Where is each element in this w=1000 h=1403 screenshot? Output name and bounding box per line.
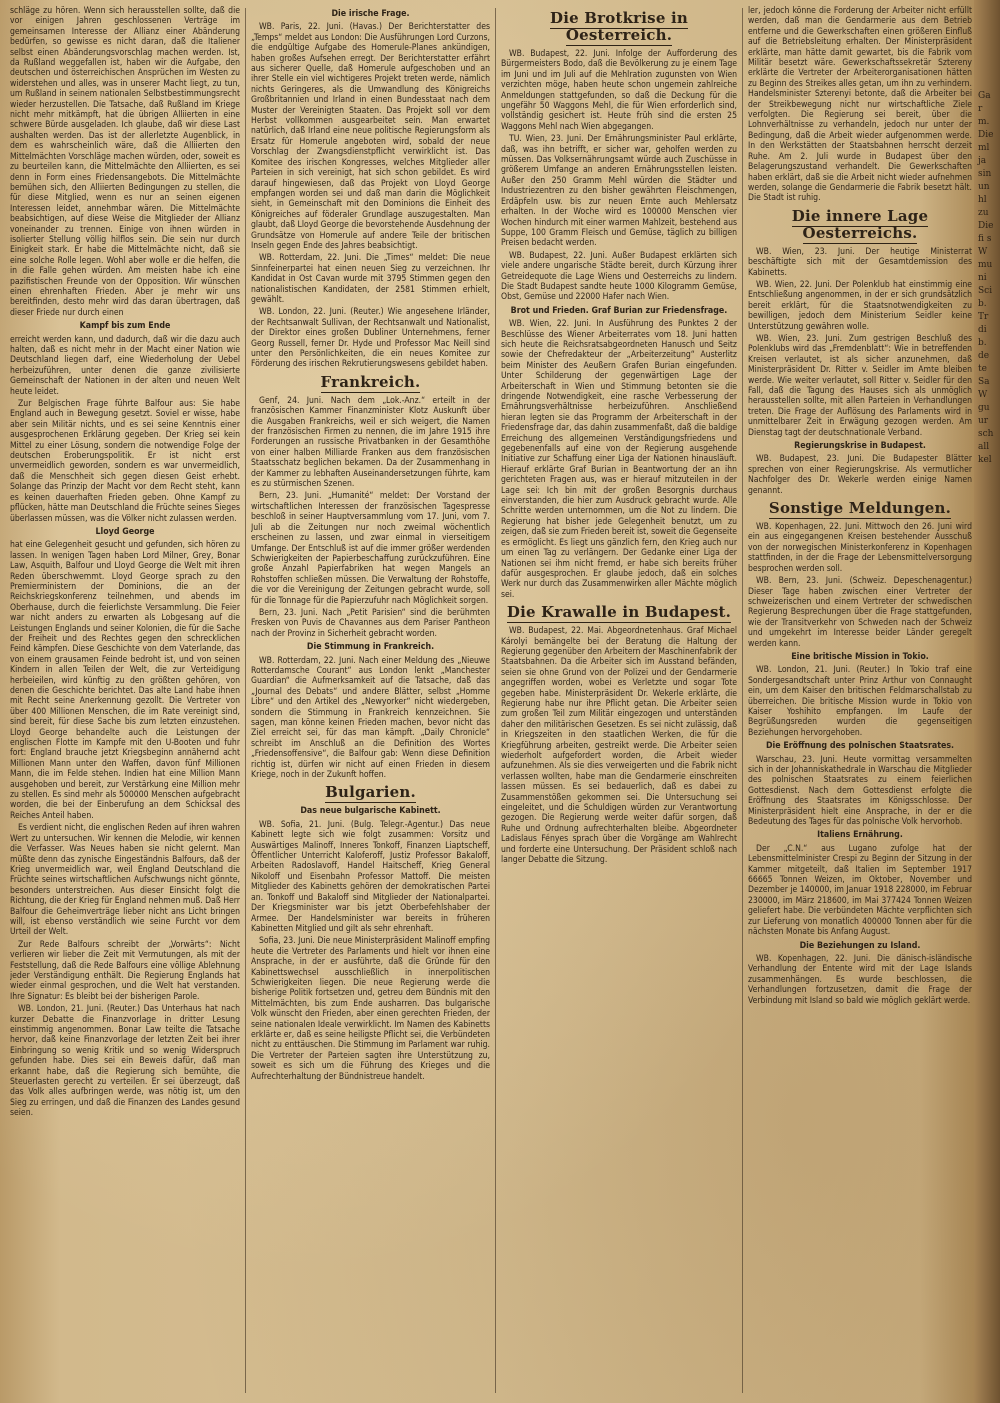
subheading: Regierungskrise in Budapest.	[794, 441, 926, 452]
column-3	[501, 6, 737, 1395]
section-heading	[251, 374, 490, 391]
article-paragraph: Der „C.N.“ aus Lugano zufolge hat der Lebensmittelminister Crespi zu Beginn der Sitzung in der Kammer mitgeteilt, daß Italien im September 1917 66665 Tonnen Weizen, im Oktober, November und Dezember je 140000, im Januar 1918 228000, im Februar 230000, im März 218600, im Mai 377424 Tonnen Weizen geliefert habe. Die verbündeten Mächte verpflichten sich zur Lieferung von monatlich 400000 Tonnen aber für die nächsten Monate bis Anfang August.	[748, 843, 972, 938]
article-paragraph: WB. London, 21. Juni. (Reuter.) Das Unterhaus hat nach kurzer Debatte die Finanzvorlage in dritter Lesung einstimmig angenommen. Bonar Law teilte die Tatsache hervor, daß keine Finanzvorlage der letzten Zeit bei ihrer Einbringung so wenig Kritik und so wenig Widerspruch gefunden habe. Dies sei ein Beweis dafür, daß man erkannt habe, daß die Regierung sich bemühte, die Steuerlasten gerecht zu verteilen. Er sei überzeugt, daß das Volk alles aufbringen werde, was nötig ist, um den Sieg zu erringen, und daß die Finanzen des Landes gesund seien.	[10, 1004, 240, 1119]
subheading: Kampf bis zum Ende	[79, 321, 171, 332]
article-paragraph: WB. Wien, 22. Juni. Der Polenklub hat einstimmig eine Entschließung angenommen, in der er sich grundsätzlich bereit erklärt, für die Staatsnotwendigkeiten zu bewilligen, jedoch dem Ministerium Seidler keine Unterstützung gewähren wolle.	[748, 279, 972, 332]
subheading: Die irische Frage.	[331, 9, 410, 19]
subheading: Die Stimmung in Frankreich.	[306, 642, 435, 653]
article-paragraph: WB. Wien, 23. Juni. Zum gestrigen Beschluß des Polenklubs wird das „Fremdenblatt“: Wie in betreffenden Kreisen verlautet, ist als sicher anzunehmen, daß Ministerpräsident Dr. Ritter v. Seidler im Amte bleiben werde. Wie weiter verlautet, soll Ritter v. Seidler für den Fall, daß die Tagung des Hauses sich als unmöglich herausstellen sollte, mit allen Parteien in Verhandlungen treten. Die Frage der Auflösung des Parlaments wird in unmittelbarer Zeit in Erwägung gezogen werden. Am Dienstag tagt der deutschnationale Verband.	[748, 333, 972, 438]
section-heading	[251, 784, 490, 801]
column-1	[10, 6, 240, 1395]
article-paragraph: WB. Bern, 23. Juni. (Schweiz. Depeschenagentur.) Dieser Tage haben zwischen einer Vertreter der schweizerischen und einem Vertreter der schwedischen Regierung Besprechungen über die Frage stattgefunden, wie der Transitverkehr von Schweden nach der Schweiz und umgekehrt im Interesse beider Länder geregelt werden kann.	[748, 576, 972, 649]
article-paragraph: Bern, 23. Juni. „Humanité“ meldet: Der Vorstand der wirtschaftlichen Interessen der französischen Tagespresse beschloß in seiner Hauptversammlung vom 17. Juni, vom 7. Juli ab die Zeitungen nur noch zweimal wöchentlich erscheinen zu lassen, und zwar einmal in vierseitigem Umfange. Der Entschluß ist auf die immer größer werdenden Schwierigkeiten der Papierbeschaffung zurückzuführen. Eine große Anzahl Papierfabriken hat wegen Mangels an Rohstoffen schließen müssen. Die Verwaltung der Rohstoffe, die vor die Vereinigung der Zeitungen gebracht wurde, soll für die Tonnage für die Papierzufuhr nach Möglichkeit sorgen.	[251, 491, 490, 606]
section-heading-text: Die innere Lage Oesterreichs.	[791, 206, 929, 242]
section-heading	[501, 10, 737, 44]
subheading: Lloyd George	[95, 526, 155, 537]
column-rule	[742, 8, 743, 1393]
section-heading	[501, 604, 737, 621]
subheading: Eine britische Mission in Tokio.	[791, 651, 929, 662]
subheading: Italiens Ernährung.	[817, 830, 903, 841]
article-paragraph: WB. Sofia, 21. Juni. (Bulg. Telegr.-Agentur.) Das neue Kabinett legte sich wie folgt zusammen: Vorsitz und Auswärtiges Malinoff, Inneres Tonkoff, Finanzen Liaptscheff, Öffentlicher Unterricht Kaloferoff, Justiz Professor Bakaloff, Arbeiten Radoslavoff, Handel Haitscheff, Krieg General Nikoloff und Eisenbahn Professor Mattoff. Die meisten Mitglieder des Kabinetts gehören der demokratischen Partei an. Tonkoff und Bakaloff sind Mitglieder der Nationalpartei. Der Kriegsminister war bis jetzt Oberbefehlshaber der Armee. Der Handelsminister war bereits in früheren Kabinetten Mitglied und gilt als sehr ehrenhaft.	[251, 819, 490, 934]
article-paragraph: WB. Rotterdam, 22. Juni. Die „Times“ meldet: Die neue Sinnfeinerpartei hat einen neuen Sieg zu verzeichnen. Ihr Kandidat in Ost Cavan wurde mit 3795 Stimmen gegen den nationalistischen Kandidaten, der 2581 Stimmen erhielt, gewählt.	[251, 253, 490, 305]
section-heading	[748, 208, 972, 242]
section-heading	[748, 500, 972, 517]
article-paragraph: erreicht werden kann, und dadurch, daß wir die dazu auch halten, daß es nicht mehr in der Macht einer Nation wie Deutschland liegen darf, eine Wiederholung der Uebel herbeizuführen, unter denen die ganze zivilisierte Gemeinschaft der Nationen in der alten und neuen Welt heute leidet.	[10, 334, 240, 397]
article-paragraph: WB. London, 21. Juni. (Reuter.) In Tokio traf eine Sondergesandtschaft unter Prinz Arthur von Connaught ein, um dem Kaiser den britischen Feldmarschallstab zu überreichen. Die britische Mission wurde in Tokio von Kaiser Yoshihito empfangen. Im Laufe der Begrüßungsreden wurden die gegenseitigen Beziehungen hervorgehoben.	[748, 665, 972, 738]
article-paragraph: WB. Budapest, 22. Mai. Abgeordnetenhaus. Graf Michael Károlyi bemängelte bei der Beratung die Haltung der Regierung gegenüber den Arbeitern der Maschinenfabrik der Staatsbahnen. Da die Arbeiter sich im Ausstand befänden, seien sie ohne Grund von der Polizei und der Gendarmerie angegriffen worden, wobei es Verletzte und sogar Tote gegeben habe. Ministerpräsident Dr. Wekerle erklärte, die Regierung habe nur ihre Pflicht getan. Die Arbeiter seien zum großen Teil zum Militär eingezogen und unterständen daher den militärischen Gesetzen. Es sei nicht zulässig, daß in Kriegszeiten in den staatlichen Werken, die für die Kriegführung arbeiten, gestreikt werde. Die Arbeiter seien wiederholt aufgefordert worden, die Arbeit wieder aufzunehmen. Als sie dies verweigerten und die Fabrik nicht verlassen wollten, habe man die Gendarmerie einschreiten lassen müssen. Es sei bedauerlich, daß es dabei zu Zusammenstößen gekommen sei. Die Untersuchung sei eingeleitet, und die Schuldigen würden zur Verantwortung gezogen. Die Regierung werde weiter dafür sorgen, daß Ruhe und Ordnung aufrechterhalten bleibe. Abgeordneter Ladislaus Fényes sprach über die Vorgänge am Wahlrecht und forderte eine Untersuchung. Der Präsident schloß nach langer Debatte die Sitzung.	[501, 626, 737, 866]
article-paragraph: WB. Kopenhagen, 22. Juni. Die dänisch-isländische Verhandlung der Entente wird mit der Lage Islands zusammenhängen. Es wurde beschlossen, die Verhandlungen fortzusetzen, damit die Frage der Verbindung mit Island so bald wie möglich geklärt werde.	[748, 953, 972, 1006]
article-paragraph: Genf, 24. Juni. Nach dem „Lok.-Anz.“ erteilt in der französischen Kammer Finanzminister Klotz Auskunft über die Ausgaben Frankreichs, weil er sich weigert, die Namen der französischen Firmen zu nennen, die im Jahre 1915 ihre Forderungen an russische Privatbanken in der Gesamthöhe von einer halben Milliarde Franken aus dem französischen Staatsschatz beglichen bekamen. Da der Zusammenhang in der Kammer zu lebhaften Auseinandersetzungen führte, kam es zu stürmischen Szenen.	[251, 395, 490, 490]
article-paragraph: Zur Rede Balfours schreibt der „Vorwärts“: Nicht verlieren wir lieber die Zeit mit Vermutungen, als mit der Feststellung, daß die Rede Balfours eine völlige Ablehnung jeder Verständigung enthält. Die Regierung Englands hat wieder einmal gesprochen, und die Welt hat verstanden. Ihre Signatur: Es bleibt bei der bisherigen Parole.	[10, 939, 240, 1002]
article-paragraph: Sofia, 23. Juni. Die neue Ministerpräsident Malinoff empfing heute die Vertreter des Parlaments und hielt vor ihnen eine Ansprache, in der er ausführte, daß die Gründe für den Kabinettswechsel ausschließlich in innerpolitischen Schwierigkeiten liegen. Die neue Regierung werde die bisherige Politik fortsetzen und, getreu dem Bündnis mit den Mittelmächten, bis zum Ende ausharren. Das bulgarische Volk wünscht den Frieden, aber einen gerechten Frieden, der seine nationalen Ideale verwirklicht. Im Namen des Kabinetts erklärte er, daß es seine heiligste Pflicht sei, die Verbündeten nicht zu enttäuschen. Die Stimmung im Parlament war ruhig. Die Vertreter der Parteien sagten ihre Unterstützung zu, soweit es sich um die Führung des Krieges und die Aufrechterhaltung der Bündnistreue handelt.	[251, 936, 490, 1082]
article-paragraph: TU. Wien, 23. Juni. Der Ernährungsminister Paul erklärte, daß, was ihn betrifft, er sicher war, geholfen werden zu müssen. Das Volksernährungsamt würde auch Zuschüsse in größerem Umfange an anderen Ernährungsstellen leisten. Außer den 250 Gramm Mehl würden die Städter und Industriezentren zu den bisher gewährten Fleischmengen, Erdäpfeln usw. bis zur neuen Ernte auch Mehlersatz erhalten. In der Woche wird es 100000 Menschen vier Wochen hindurch mit einer warmen Mahlzeit, bestehend aus Suppe, 100 Gramm Fleisch und Gemüse, täglich zu billigen Preisen bedacht werden.	[501, 134, 737, 249]
subheading: Die Eröffnung des polnischen Staatsrates.	[765, 741, 955, 752]
section-heading-text: Die Brotkrise in Oesterreich.	[550, 9, 688, 44]
article-paragraph: hat eine Gelegenheit gesucht und gefunden, sich hören zu lassen. In wenigen Tagen haben Lord Milner, Grey, Bonar Law, Asquith, Balfour und Lloyd George die Welt mit ihren Reden überschwemmt. Lloyd George sprach zu den Premierministern der Dominions, die an der Reichskriegskonferenz teilnehmen, und abends im Oberhause, durch die feierlichste Versammlung. Die Feier war nicht anders zu erwarten als Lobgesang auf die Leistungen Englands und seiner Kolonien, die für die Sache der Freiheit und des Rechtes gegen den schrecklichen Feind kämpfen. Diese Geschichte von dem Vaterlande, das von einem grausamen Feinde bedroht ist, und von seinen Kindern in allen Teilen der Welt, die zur Verteidigung herbeieilen, wird künftig zu den größten gehören, von denen die Geschichte berichtet. Das alte Land habe ihnen mit Recht seine Anerkennung gezollt. Die Vertreter von über 400 Millionen Menschen, die im Rate vereinigt sind, sind bereit, für diese Sache bis zum letzten einzustehen. Lloyd George behandelte auch die Leistungen der englischen Flotte im Kampfe mit den U-Booten und fuhr fort: England brauche jetzt Kriegsbeginn annähernd acht Millionen Mann unter den Waffen, davon fünf Millionen Mann, die im Felde stehen. Indien hat eine Million Mann ausgehoben und bereit, zur Verstärkung eine Million mehr zu stellen. Es sind mehr als 500000 Menschen aufgebracht worden, die bei der Einberufung an dem Schicksal des Reiches Anteil haben.	[10, 540, 240, 821]
edge-text-fragments: Gar m. Die ml ja sin un hl zu Die fi s W mu ni Sci b. Tr di b. de te Sa W gu ur sch all kel	[978, 91, 994, 465]
article-paragraph: WB. Budapest, 22. Juni. Außer Budapest erklärten sich viele andere ungarische Städte bereit, durch Kürzung ihrer Getreidequote die Lage Wiens und Oesterreichs zu lindern. Die Stadt Budapest sandte heute 1000 Kilogramm Gemüse, Obst, Gemüse und 22000 Hafer nach Wien.	[501, 250, 737, 303]
column-4	[748, 6, 972, 1395]
subheading: Die Beziehungen zu Island.	[799, 940, 921, 951]
article-paragraph: WB. Rotterdam, 22. Juni. Nach einer Meldung des „Nieuwe Rotterdamsche Courant“ aus London lenkt „Manchester Guardian“ die Aufmerksamkeit auf die Tatsache, daß das „Journal des Debats“ und andere Blätter, selbst „Homme Libre“ und den Artikel des „Newyorker“ nicht wiedergeben, sondern die Stimmung in Frankreich kennzeichnen. Sie sagen, man könne keinen Frieden machen, bevor nicht das Ziel erreicht sei, für das man kämpft. „Daily Chronicle“ schreibt im Anschluß an die Definition des Wortes „Friedensoffensive“, die Balfour gab: Wenn diese Definition richtig ist, dürfen wir nicht auf einen Frieden in diesem Kriege, noch in der Zukunft hoffen.	[251, 655, 490, 781]
article-paragraph: WB. Budapest, 22. Juni. Infolge der Aufforderung des Bürgermeisters Bodo, daß die Bevölkerung zu je einem Tage im Juni und im Juli auf die Mehlration zugunsten von Wien verzichten möge, haben heute schon ungemein zahlreiche Anmeldungen stattgefunden, so daß die Deckung für die ungefähr 50 Waggons Mehl, die für Wien erforderlich sind, vollständig gesichert ist. Heute früh sind die ersten 25 Waggons Mehl nach Wien abgegangen.	[501, 49, 737, 132]
article-paragraph: Zur Belgischen Frage führte Balfour aus: Sie habe England auch in Bewegung gesetzt. Soviel er wisse, habe aber sein Militär nichts, und es sei seine Kenntnis einer ausgesprochenen Erklärung gegeben. Der Krieg sei kein Mittel zu einer Lösung, sondern die notwendige Folge der deutschen Eroberungspolitik. Er ist nicht erst unvermeidlich geworden, sondern es war unvermeidlich, daß die Menschheit sich gegen diesen Geist erhebt. Solange das Prinzip der Macht vor dem Recht steht, kann es keinen dauerhaften Frieden geben. Ohne Kampf zu pflücken, hätte man Deutschland die Früchte seines Sieges überlassen müssen, was die Völker nicht zulassen werden.	[10, 399, 240, 524]
subheading: Das neue bulgarische Kabinett.	[300, 806, 441, 817]
article-paragraph: WB. London, 22. Juni. (Reuter.) Wie angesehene Irländer, der Rechtsanwalt Sullivan, der Rechtsanwalt und Nationalist, der Direktor eines großen Dubliner Unternehmens, ferner Georg Russell, ferner Dr. Hyde und Professor Mac Neill sind unter den Persönlichkeiten, die ein neues Komitee zur Förderung des irischen Rekrutierungswesens gebildet haben.	[251, 307, 490, 370]
article-paragraph: schläge zu hören. Wenn sich herausstellen sollte, daß die vor einigen Jahren geschlossenen Verträge im gemeinsamen Interesse der Allianz einer Abänderung bedürfen, so gewisse es nicht daran, daß die Italiener selbst einen Abänderungsvorschlag machen werden. Ist, da Rußland weggefallen ist, haben wir die Aufgabe, den deutschen und österreichischen Ansprüchen im Westen zu widerstehen und alles, was in unserer Macht liegt, zu tun, um Rußland in seinem nationalen Selbstbestimmungsrecht wieder herzustellen. Die Tatsache, daß Rußland im Kriege nicht mehr mitkämpft, hat die übrigen Alliierten in eine schwere Bürde ausgeladen. Ich glaube, daß wir diese Last aushalten werden. Das ist der allerletzte Augenblick, in dem es wahrscheinlich wäre, daß die Alliierten den Mittelmächten Vorschläge machen würden, oder, soweit es zu beurteilen kann, die Mittelmächte den Alliierten, es sei denn in Form eines Friedensangebots. Die Mittelmächte bemühen sich, den Alliierten Bedingungen zu stellen, die für diese Mitglied, wenn es nur an seinen eigenen Interessen leidet, annehmbar wären. Die Mittelmächte beabsichtigen, auf diese Weise die Mitglieder der Allianz voneinander zu trennen. Einige von ihnen würden in isolierter Stellung völlig hilflos sein. Die sein nur durch Einigkeit stark. Er habe die Mittelmächte nicht, daß sie eine solche Rolle legen. Wohl aber wolle er die helfen, die in die Falle gehen würden. Am meisten habe ich eine pazifistischen Freunde von der Opposition. Wir wünschen einen ehrenhaften Frieden. Aber je mehr wir uns bereitfinden, desto mehr wird das daran übertragen, daß dieser Friede nur durch einen	[10, 6, 240, 318]
section-heading-text: Frankreich.	[320, 372, 421, 391]
article-paragraph: Es verdient nicht, die englischen Reden auf ihren wahren Wert zu untersuchen. Wir kennen die Melodie, wir kennen die Verfasser. Was Neues haben sie nicht gelernt. Man müßte denn das zynische Eingeständnis Balfours, daß der Krieg unvermeidlich war, weil England Deutschland die Früchte seines wirtschaftlichen Aufschwungs nicht gönnte, besonders unterstreichen. Aus dieser Einsicht folgt die Richtung, die der Krieg für England nehmen muß. Daß Herr Balfour die Geheimverträge lieber nicht ans Licht bringen will, ist ebenso verständlich wie seine Furcht vor dem Urteil der Welt.	[10, 823, 240, 938]
column-2	[251, 6, 490, 1395]
article-paragraph: Warschau, 23. Juni. Heute vormittag versammelten sich in der Johanniskathedrale in Warschau die Mitglieder des polnischen Staatsrates zu einem feierlichen Gottesdienst. Nach dem Gottesdienst erfolgte die Eröffnung des Staatsrates im Königsschlosse. Der Ministerpräsident hielt eine Ansprache, in der er die Bedeutung des Tages für das polnische Volk hervorhob.	[748, 754, 972, 828]
article-paragraph: WB. Paris, 22. Juni. (Havas.) Der Berichterstatter des „Temps“ meldet aus London: Die Ausführungen Lord Curzons, die endgültige Aufgabe des Homerule-Planes ankündigen, haben großes Aufsehen erregt. Der Berichterstatter erfährt aus sicherer Quelle, daß Homerule aufgeschoben und an ihrer Stelle ein viel wichtigeres Projekt treten werde, nämlich nichts Geringeres, als die Umwandlung des Königreichs Großbritannien und Irland in einen Bundesstaat nach dem Muster der Vereinigten Staaten. Das Projekt soll vor dem Herbst vollkommen ausgearbeitet sein. Man erwartet natürlich, daß Irland eine neue politische Regierungsform als Ersatz für Homerule angeboten wird, sobald der neue Vorschlag der Zwangsdienstpflicht verwirklicht ist. Das Komitee des irischen Kongresses, welches Mitglieder aller Parteien in sich vereinigt, hat sich schon gebildet. Es wird darauf hingewiesen, daß das Projekt von Lloyd George empfangen worden sei und daß man darin die Möglichkeit sieht, in Gemeinschaft mit den Dominions die Einheit des Königreiches auf föderaler Grundlage auszugestalten. Man glaubt, daß Lloyd George die bevorstehende Ausdehnung der Grundsätze von Homerule auf andere Teile der britischen Inseln gegen Ende des Jahres beabsichtigt.	[251, 22, 490, 251]
subheading: Brot und Frieden. Graf Burian zur Friedensfrage.	[510, 305, 728, 316]
page-edge	[974, 0, 1000, 1403]
section-heading-text: Bulgarien.	[325, 783, 416, 802]
column-rule	[495, 8, 496, 1393]
article-paragraph: WB. Wien, 22. Juni. In Ausführung des Punktes 2 der Beschlüsse des Wiener Arbeiterrates vom 18. Juni hatten sich heute die Reichsratsabgeordneten Hanusch und Seitz sowie der Chefredakteur der „Arbeiterzeitung“ Austerlitz beim Minister des Aeußern Grafen Burian eingefunden. Unter Schilderung der gegenwärtigen Lage der Arbeiterschaft in Wien und Stimmung betonten sie die dringende Notwendigkeit, eine rasche Verbesserung der Ernährungsverhältnisse herbeizuführen. Anschließend hieran legten sie das Programm der Arbeiterschaft in der Friedensfrage dar, das dahin zusammenfaßt, daß die baldige Erreichung des allgemeinen Verständigungsfriedens und gegebenenfalls auf eine von der Regierung ausgehende Initiative zur Schaffung einer Liga der Nationen hinausläuft. Hierauf erklärte Graf Burian in Beantwortung der an ihn gerichteten Fragen aus, was er hierauf mitzuteilen in der Lage sei: Ich bin mit der großen Besorgnis durchaus einverstanden, die hier zum Ausdruck gebracht wurde. Alle Schritte werden unternommen, um die Not zu lindern. Die Regierung hat bisher jede Gelegenheit benutzt, um zu zeigen, daß sie zum Frieden bereit ist, soweit die Gegenseite es ermöglicht. Es liegt uns gänzlich fern, den Krieg auch nur um einen Tag zu verlängern. Der Gedanke einer Liga der Nationen sei ihm nicht fremd, er habe sich bereits früher dafür ausgesprochen. Er glaube jedoch, daß ein solches Werk nur durch das Zusammenwirken aller Mächte möglich sei.	[501, 319, 737, 600]
article-paragraph: WB. Budapest, 23. Juni. Die Budapester Blätter sprechen von einer Regierungskrise. Als vermutlicher Nachfolger des Dr. Wekerle werden einige Namen genannt.	[748, 454, 972, 496]
article-paragraph: WB. Wien, 23. Juni. Der heutige Ministerrat beschäftigte sich mit der Gesamtdemission des Kabinetts.	[748, 246, 972, 278]
section-heading-text: Die Krawalle in Budapest.	[506, 603, 732, 622]
section-heading-text: Sonstige Meldungen.	[768, 499, 952, 518]
article-paragraph: Bern, 23. Juni. Nach „Petit Parisien“ sind die berühmten Fresken von Puvis de Chavannes aus dem Pariser Pantheon nach der Provinz in Sicherheit gebracht worden.	[251, 607, 490, 639]
column-rule	[245, 8, 246, 1393]
article-paragraph: ler, jedoch könne die Forderung der Arbeiter nicht erfüllt werden, daß man die Gendarmerie aus dem Betrieb entferne und die Gewerkschaften einen größeren Einfluß auf die Betriebsleitung erhalten. Der Ministerpräsident erklärte, man hätte damit gewartet, bis die Fabrik vom Militär besetzt wäre. Gewerkschaftssekretär Sztereny erklärte die Vertreter der Arbeiterorganisationen hätten zu Beginn des Streikes alles getan, um ihn zu verhindern. Handelsminister Szterenyi betonte, daß die Arbeiter bei der Streikbewegung nicht nur wirtschaftliche Ziele verfolgten. Die Regierung sei bereit, über die Lohnverhältnisse zu verhandeln, jedoch nur unter der Bedingung, daß die Arbeit wieder aufgenommen werde. In den Werkstätten der Staatsbahnen herrscht derzeit Ruhe. Am 2. Juli wurde in Budapest über den Belagerungszustand verhandelt. Die Gewerkschaften haben erklärt, daß sie die Arbeit nicht wieder aufnehmen werden, solange die Gendarmerie die Fabrik besetzt hält. Die Stadt ist ruhig.	[748, 6, 972, 204]
article-paragraph: WB. Kopenhagen, 22. Juni. Mittwoch den 26. Juni wird ein aus eingegangenen Kreisen bestehender Ausschuß von der norwegischen Ministerkonferenz in Kopenhagen stattfinden, in der die Frage der Lebensmittelversorgung besprochen werden soll.	[748, 522, 972, 574]
